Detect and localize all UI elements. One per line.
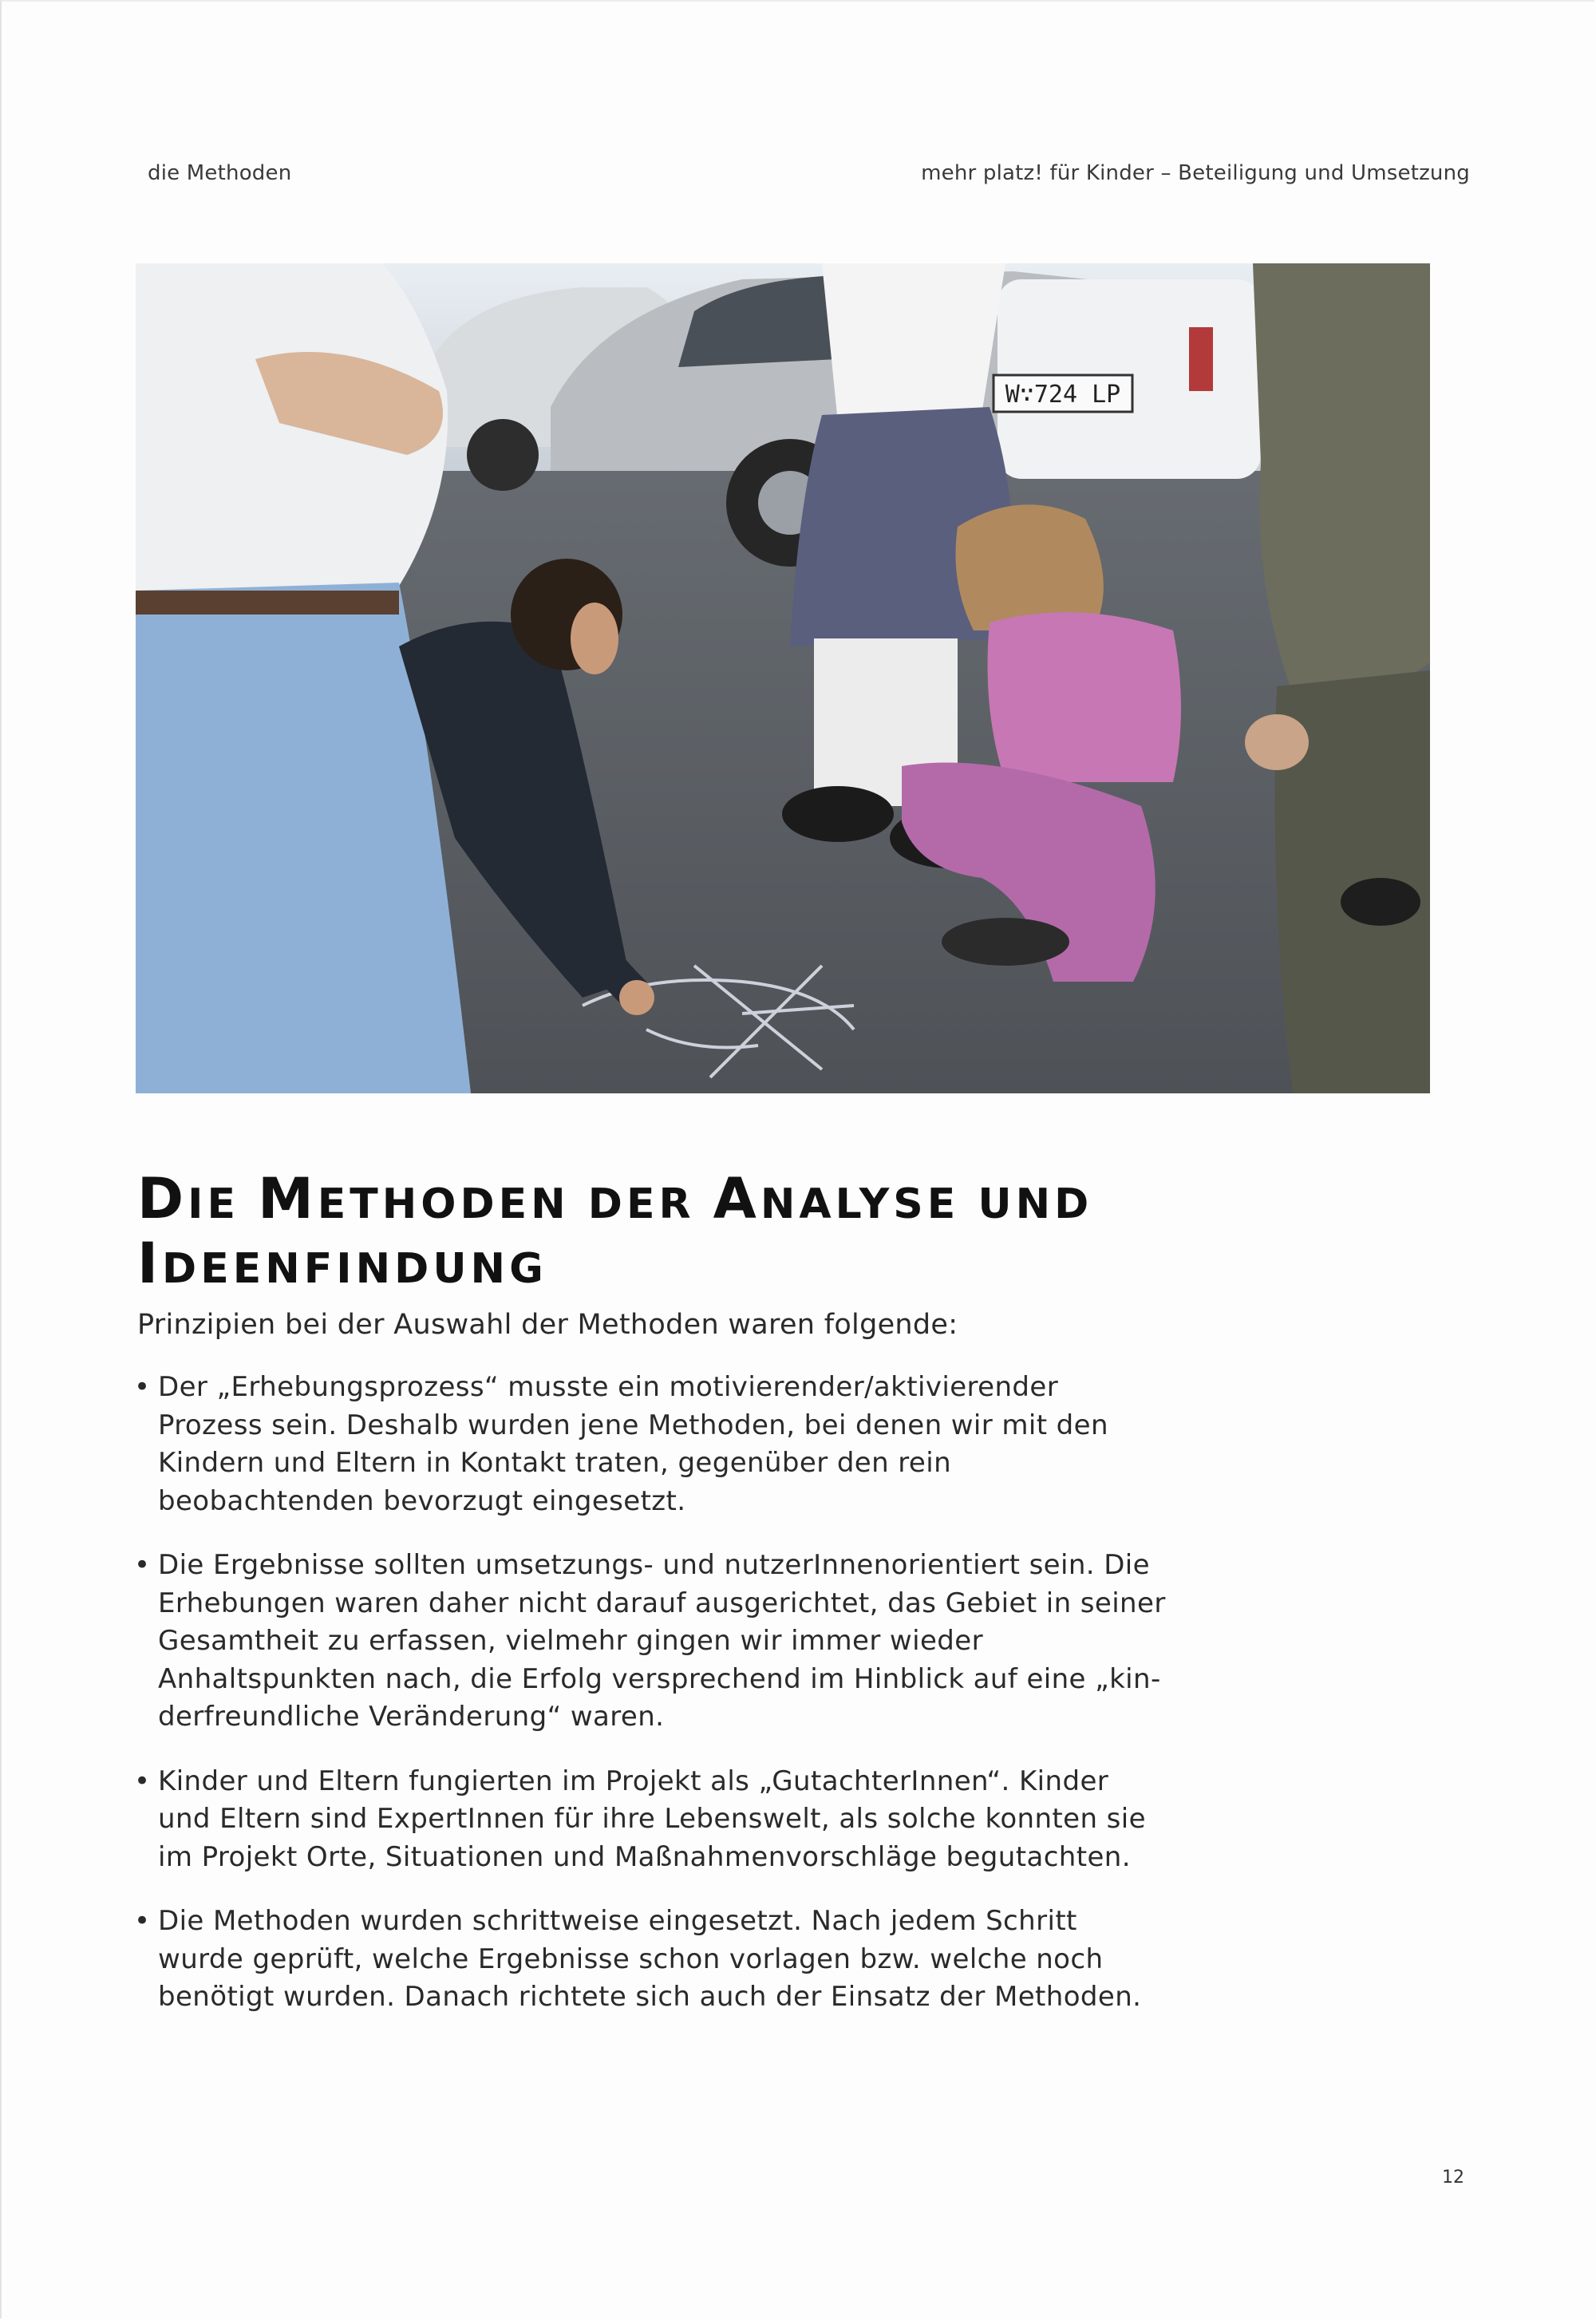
- bullet-icon: •: [134, 1905, 151, 1937]
- section-heading: DIE METHODEN DER ANALYSE UND IDEENFINDUNG: [137, 1166, 1093, 1296]
- intro-text: Prinzipien bei der Auswahl der Methoden waren folgende:: [137, 1309, 958, 1341]
- running-head-section: die Methoden: [148, 161, 292, 185]
- list-item-text: Der „Erhebungsprozess“ musste ein motivierender/aktivierender Prozess sein. Deshalb wurden jene Methoden, bei denen wir mit den Kindern und Eltern in Kontakt traten, gegenüber den rein beobachtenden bevorzugt eingesetzt.: [158, 1371, 1108, 1517]
- boy-right-shirt: [1253, 263, 1430, 698]
- car-1-wheel: [467, 419, 539, 491]
- bullet-icon: •: [134, 1765, 151, 1797]
- list-item-text: Die Ergebnisse sollten umsetzungs- und nutzerInnenorientiert sein. Die Erhebungen waren daher nicht darauf ausgerichtet, das Gebiet in seiner Gesamtheit zu erfassen, vielmehr gingen wir immer wieder Anhaltspunkten nach, die Erfolg versprechend im Hinblick auf eine „kin-derfreundliche Veränderung“ waren.: [158, 1549, 1166, 1733]
- list-item: [129, 1903, 1167, 2017]
- running-head-publication: mehr platz! für Kinder – Beteiligung und Umsetzung: [921, 161, 1470, 185]
- photo-children-chalk-drawing: [136, 263, 1430, 1093]
- list-item-text: Kinder und Eltern fungierten im Projekt als „GutachterInnen“. Kinder und Eltern sind ExpertInnen für ihre Lebenswelt, als solche konnten sie im Projekt Orte, Situationen und Maßnahmenvorschläge begutachten.: [158, 1765, 1146, 1873]
- girl-standing-shirt: [822, 263, 1005, 423]
- girl-crouching-hair: [956, 504, 1104, 630]
- bullet-icon: •: [134, 1371, 151, 1403]
- page-number: 12: [1442, 2168, 1464, 2188]
- car-3-taillight: [1189, 327, 1213, 391]
- girl-crouching-shoe: [942, 918, 1069, 966]
- child-drawing-face: [571, 603, 618, 674]
- person-far-right-shoe: [1341, 878, 1420, 926]
- person-left-belt: [136, 591, 399, 615]
- child-drawing-hand: [619, 980, 654, 1015]
- boy-right-hand: [1245, 714, 1309, 770]
- list-item-text: Die Methoden wurden schrittweise eingesetzt. Nach jedem Schritt wurde geprüft, welche Ergebnisse schon vorlagen bzw. welche noch benötigt wurden. Danach richtete sich auch der Einsatz der Methoden.: [158, 1905, 1142, 2013]
- girl-standing-shoe-left: [782, 786, 894, 842]
- girl-crouching-top: [988, 612, 1182, 782]
- license-plate-text: W∵724 LP: [1005, 381, 1121, 409]
- list-item: [129, 1547, 1167, 1737]
- list-item: [129, 1369, 1167, 1520]
- principles-list: [129, 1369, 1167, 2043]
- list-item: [129, 1763, 1167, 1877]
- bullet-icon: •: [134, 1549, 151, 1581]
